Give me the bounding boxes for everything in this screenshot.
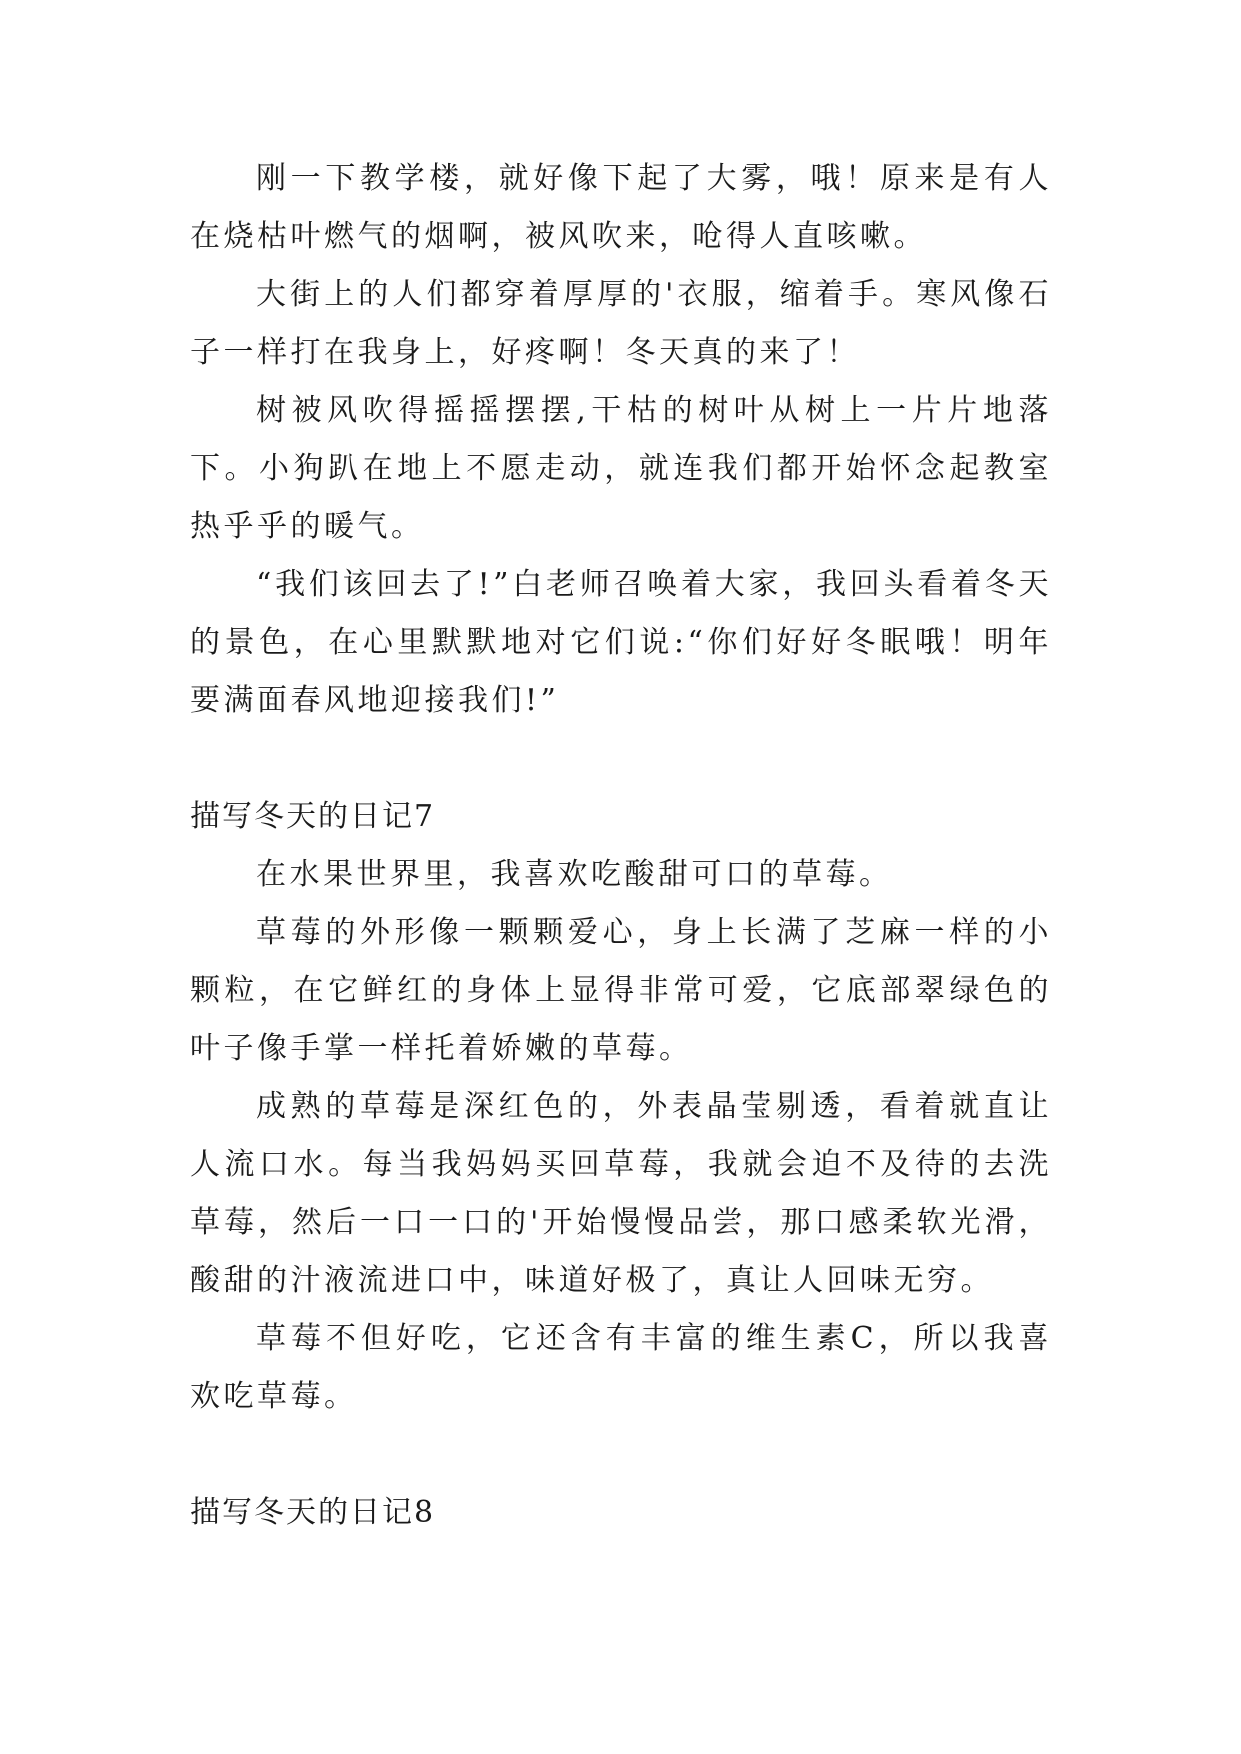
document-page [190,150,1052,1542]
section-diary-8 [190,1484,1052,1542]
section-heading: 描写冬天的日记7 [190,799,436,834]
paragraph: 刚一下教学楼，就好像下起了大雾，哦！原来是有人在烧枯叶燃气的烟啊，被风吹来，呛得人直咳嗽。 [190,161,1052,254]
section-spacer [190,730,1052,788]
section-heading: 描写冬天的日记8 [190,1495,436,1530]
paragraph: 草莓的外形像一颗颗爱心，身上长满了芝麻一样的小颗粒，在它鲜红的身体上显得非常可爱，它底部翠绿色的叶子像手掌一样托着娇嫩的草莓。 [190,915,1052,1066]
section-diary-7 [190,788,1052,1426]
section-spacer [190,1426,1052,1484]
section-diary-6-ending [190,150,1052,730]
paragraph: 大街上的人们都穿着厚厚的'衣服，缩着手。寒风像石子一样打在我身上，好疼啊！冬天真的来了！ [190,277,1052,370]
paragraph: 草莓不但好吃，它还含有丰富的维生素C，所以我喜欢吃草莓。 [190,1321,1052,1414]
paragraph: 在水果世界里，我喜欢吃酸甜可口的草莓。 [256,857,893,892]
paragraph: 成熟的草莓是深红色的，外表晶莹剔透，看着就直让人流口水。每当我妈妈买回草莓，我就会迫不及待的去洗草莓，然后一口一口的'开始慢慢品尝，那口感柔软光滑，酸甜的汁液流进口中，味道好极了，真让人回味无穷。 [190,1089,1052,1298]
paragraph: “我们该回去了!”白老师召唤着大家，我回头看着冬天的景色，在心里默默地对它们说:“你们好好冬眠哦！明年要满面春风地迎接我们!” [190,567,1052,718]
paragraph: 树被风吹得摇摇摆摆,干枯的树叶从树上一片片地落下。小狗趴在地上不愿走动，就连我们都开始怀念起教室热乎乎的暖气。 [190,393,1052,544]
